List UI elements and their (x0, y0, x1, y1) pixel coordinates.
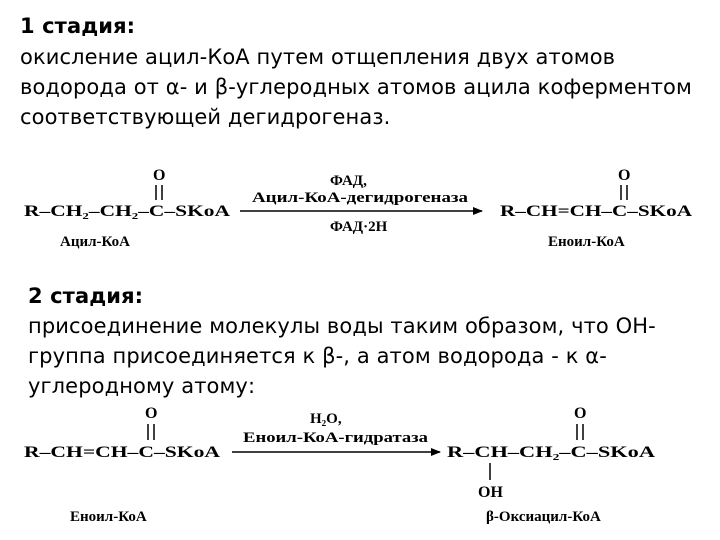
reaction1-product-formula: R–CH=CH–C–SKoA (500, 203, 693, 220)
stage1-line3: соответствующей дегидрогеназ. (20, 105, 391, 129)
reaction2-condition-1: H₂O, (310, 411, 342, 427)
stage2-line1: присоединение молекулы воды таким образом, что ОН- (28, 314, 656, 338)
stage1-line1: окисление ацил-КоА путем отщепления двух атомов (20, 45, 616, 69)
reaction1-condition-2: Ацил-КоА-дегидрогеназа (252, 190, 469, 206)
reaction2-reactant-name: Еноил-КоА (70, 509, 147, 525)
reaction1-product-name: Еноил-КоА (548, 234, 625, 250)
reaction1-condition-3: ФАД·2Н (330, 219, 388, 235)
stage1-title: 1 стадия: (20, 14, 136, 38)
reaction2-reactant-formula: R–CH=CH–C–SKoA (24, 444, 221, 461)
reaction2-reactant-oxygen: O (145, 405, 158, 422)
reaction2-product-formula: R–CH–CH₂–C–SKoA (447, 444, 656, 461)
reaction1-condition-1: ФАД, (330, 173, 367, 189)
reaction1-reactant-oxygen: O (153, 167, 166, 184)
stage2-title: 2 стадия: (28, 284, 144, 308)
stage2-line2: группа присоединяется к β-, а атом водорода - к α- (28, 344, 607, 368)
reaction2-condition-2: Еноил-КоА-гидратаза (243, 430, 429, 446)
reaction2-product-oh: OH (478, 484, 503, 501)
reaction2 (24, 405, 656, 525)
reaction1-reactant-formula: R–CH₂–CH₂–C–SKoA (24, 203, 231, 220)
reaction1-product-oxygen: O (618, 167, 631, 184)
stage2-line3: углеродному атому: (28, 374, 256, 398)
reaction1-reactant-name: Ацил-КоА (60, 234, 130, 250)
stage1-line2: водорода от α- и β-углеродных атомов ацила коферментом (20, 75, 692, 99)
reaction2-product-name: β-Оксиацил-КоА (486, 509, 601, 525)
reaction2-product-oxygen: O (574, 405, 587, 422)
reaction1 (24, 167, 693, 250)
